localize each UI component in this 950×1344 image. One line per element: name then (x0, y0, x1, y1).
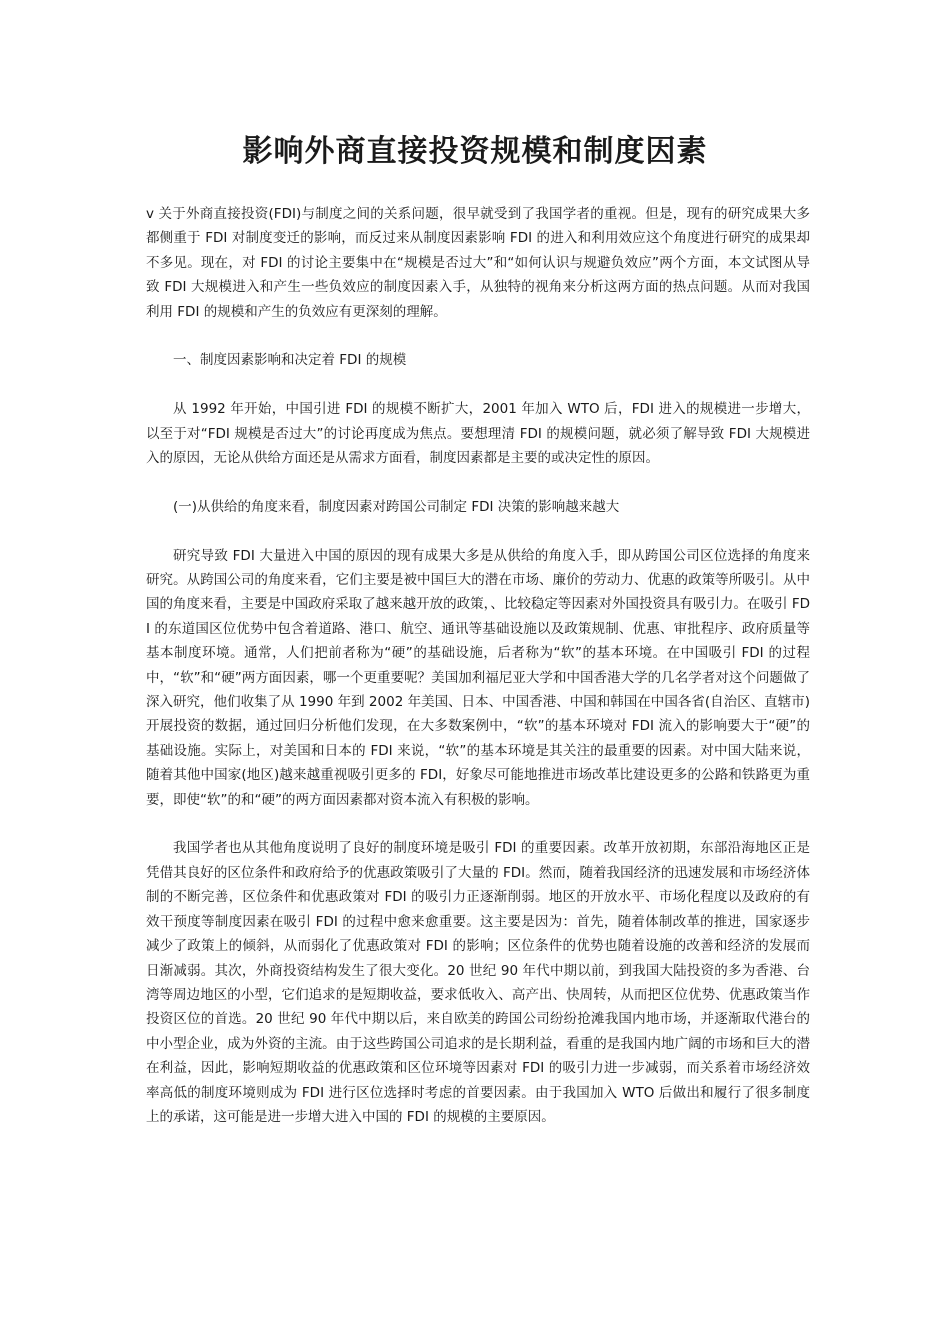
document-body (146, 202, 810, 1154)
body-paragraph-1: 从 1992 年开始，中国引进 FDI 的规模不断扩大，2001 年加入 WTO 后，FDI 进入的规模进一步增大，以至于对“FDI 规模是否过大”的讨论再度成为焦点。要想理清 FDI 的规模问题，就必须了解导致 FDI 大规模进入的原因，无论从供给方面还是从需求方面看，制度因素都是主要的或决定性的原因。 (146, 401, 810, 467)
subsection-heading-1: (一)从供给的角度来看，制度因素对跨国公司制定 FDI 决策的影响越来越大 (173, 498, 620, 515)
body-paragraph-2: 研究导致 FDI 大量进入中国的原因的现有成果大多是从供给的角度入手，即从跨国公司区位选择的角度来研究。从跨国公司的角度来看，它们主要是被中国巨大的潜在市场、廉价的劳动力、优惠的政策等所吸引。从中国的角度来看，主要是中国政府采取了越来越开放的政策，、比较稳定等因素对外国投资具有吸引力。在吸引 FDI 的东道国区位优势中包含着道路、港口、航空、通讯等基础设施以及政策规制、优惠、审批程序、政府质量等基本制度环境。通常，人们把前者称为“硬”的基础设施，后者称为“软”的基本环境。在中国吸引 FDI 的过程中，“软”和“硬”两方面因素，哪一个更重要呢？美国加利福尼亚大学和中国香港大学的几名学者对这个问题做了深入研究，他们收集了从 1990 年到 2002 年美国、日本、中国香港、中国和韩国在中国各省(自治区、直辖市)开展投资的数据，通过回归分析他们发现，在大多数案例中，“软”的基本环境对 FDI 流入的影响要大于“硬”的基础设施。实际上，对美国和日本的 FDI 来说，“软”的基本环境是其关注的最重要的因素。对中国大陆来说，随着其他中国家(地区)越来越重视吸引更多的 FDI，好象尽可能地推进市场改革比建设更多的公路和铁路更为重要，即使“软”的和“硬”的两方面因素都对资本流入有积极的影响。 (146, 547, 810, 808)
document-title: 影响外商直接投资规模和制度因素 (242, 134, 708, 169)
body-paragraph-3: 我国学者也从其他角度说明了良好的制度环境是吸引 FDI 的重要因素。改革开放初期，东部沿海地区正是凭借其良好的区位条件和政府给予的优惠政策吸引了大量的 FDI。然而，随着我国经济的迅速发展和市场经济体制的不断完善，区位条件和优惠政策对 FDI 的吸引力正逐渐削弱。地区的开放水平、市场化程度以及政府的有效干预度等制度因素在吸引 FDI 的过程中愈来愈重要。这主要是因为：首先，随着体制改革的推进，国家逐步减少了政策上的倾斜，从而弱化了优惠政策对 FDI 的影响；区位条件的优势也随着设施的改善和经济的发展而日渐减弱。其次，外商投资结构发生了很大变化。20 世纪 90 年代中期以前，到我国大陆投资的多为香港、台湾等周边地区的小型，它们追求的是短期收益，要求低收入、高产出、快周转，从而把区位优势、优惠政策当作投资区位的首选。20 世纪 90 年代中期以后，来自欧美的跨国公司纷纷抢滩我国内地市场，并逐渐取代港台的中小型企业，成为外资的主流。由于这些跨国公司追求的是长期利益，看重的是我国内地广阔的市场和巨大的潜在利益，因此，影响短期收益的优惠政策和区位环境等因素对 FDI 的吸引力进一步减弱，而关系着市场经济效率高低的制度环境则成为 FDI 进行区位选择时考虑的首要因素。由于我国加入 WTO 后做出和履行了很多制度上的承诺，这可能是进一步增大进入中国的 FDI 的规模的主要原因。 (146, 840, 810, 1125)
section-heading-1: 一、制度因素影响和决定着 FDI 的规模 (173, 352, 407, 369)
intro-paragraph: v 关于外商直接投资(FDI)与制度之间的关系问题，很早就受到了我国学者的重视。但是，现有的研究成果大多都侧重于 FDI 对制度变迁的影响，而反过来从制度因素影响 FDI 的进入和利用效应这个角度进行研究的成果却不多见。现在，对 FDI 的讨论主要集中在“规模是否过大”和“如何认识与规避负效应”两个方面，本文试图从导致 FDI 大规模进入和产生一些负效应的制度因素入手，从独特的视角来分析这两方面的热点问题。从而对我国利用 FDI 的规模和产生的负效应有更深刻的理解。 (146, 206, 810, 320)
